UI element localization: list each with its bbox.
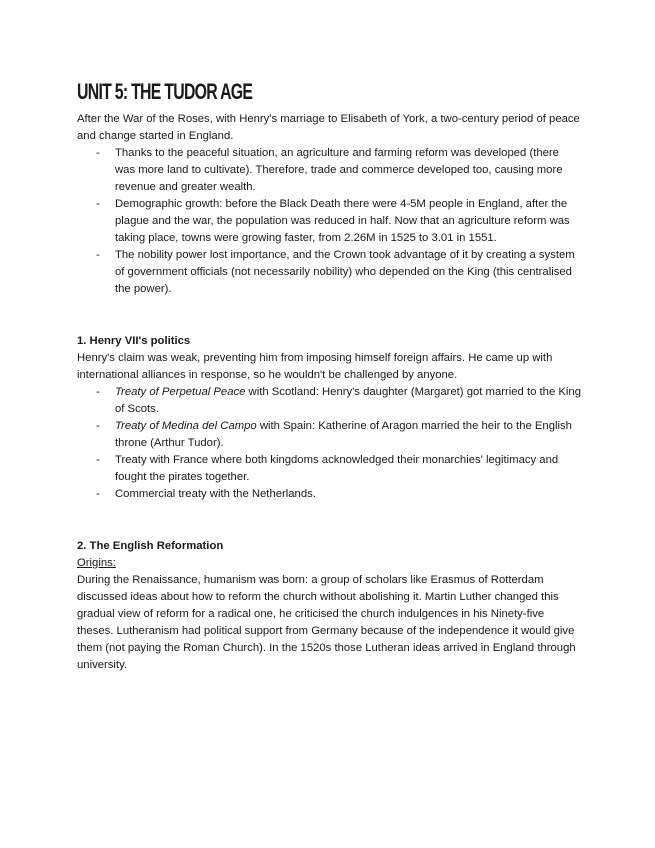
treaty-name: Treaty of Perpetual Peace [115, 386, 246, 398]
intro-section [77, 111, 582, 298]
treaty-name: Treaty of Medina del Campo [115, 420, 257, 432]
list-item: - Thanks to the peaceful situation, an agriculture and farming reform was developed (there was more land to cultivate). Therefore, trade and commerce developed too, causing more revenue and greater wealth. [77, 145, 582, 196]
page-title: UNIT 5: THE TUDOR AGE [77, 79, 253, 104]
list-item [77, 486, 582, 503]
treaty-description: with Scotland: Henry's daughter (Margaret) got married to the King of Scots. [115, 386, 581, 415]
list-item [77, 418, 582, 452]
section-english-reformation [77, 538, 582, 674]
treaty-description: with Spain: Katherine of Aragon married the heir to the English throne (Arthur Tudor). [115, 420, 572, 449]
treaty-description: Treaty with France where both kingdoms acknowledged their monarchies' legitimacy and fought the pirates together. [115, 454, 559, 483]
section-henry-vii [77, 333, 582, 503]
section-paragraph: During the Renaissance, humanism was born: a group of scholars like Erasmus of Rotterdam discussed ideas about how to reform the church without abolishing it. Martin Luther changed this gradual view of reform for a radical one, he criticised the church indulgences in his Ninety-five theses. Lutheranism had political support from Germany because of the independence it would give them (not paying the Roman Church). In the 1520s those Lutheran ideas arrived in England through university. [77, 574, 576, 671]
list-item: - The nobility power lost importance, and the Crown took advantage of it by creating a system of government officials (not necessarily nobility) who depended on the King (this centralised the power). [77, 247, 582, 298]
section-heading: 1. Henry VII's politics [77, 335, 191, 347]
section-paragraph: Henry's claim was weak, preventing him from imposing himself foreign affairs. He came up with international alliances in response, so he wouldn't be challenged by anyone. [77, 352, 553, 381]
section-subheading: Origins: [77, 557, 116, 569]
list-item [77, 384, 582, 418]
treaty-description: Commercial treaty with the Netherlands. [115, 488, 316, 500]
list-item [77, 452, 582, 486]
intro-list [77, 145, 582, 298]
section-heading: 2. The English Reformation [77, 540, 224, 552]
list-item: - Demographic growth: before the Black Death there were 4-5M people in England, after the plague and the war, the population was reduced in half. Now that an agriculture reform was taking place, towns were growing faster, from 2.26M in 1525 to 3.01 in 1551. [77, 196, 582, 247]
intro-paragraph: After the War of the Roses, with Henry's marriage to Elisabeth of York, a two-century period of peace and change started in England. [77, 113, 580, 142]
treaty-list [77, 384, 582, 503]
